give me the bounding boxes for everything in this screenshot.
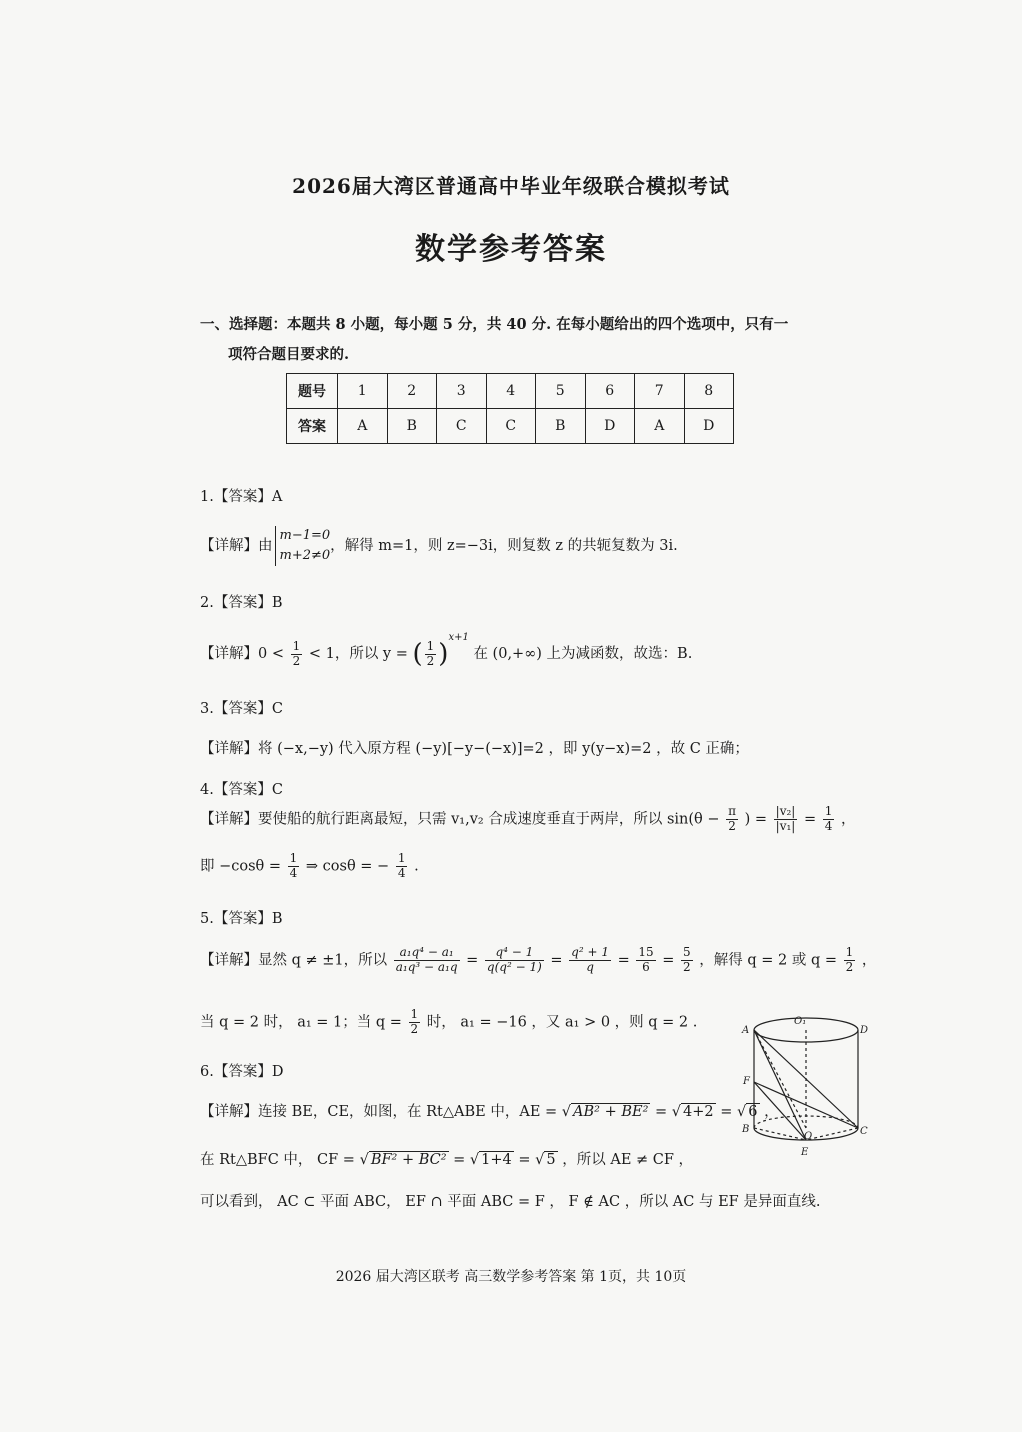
fraction-denominator: 2: [292, 653, 301, 668]
q6-explanation-line2: 在 Rt△BFC 中， CF = √ BF² + BC² = √ 1+4 = √ 5 ，所以 AE ≠ CF ，: [200, 1152, 694, 1168]
q2-text-c: 在 (0,+∞) 上为减函数，故选：B.: [473, 646, 693, 662]
q6-sqrt5: 1+4: [481, 1152, 512, 1168]
q3-answer-heading: 3.【答案】C: [200, 701, 283, 717]
fraction-numerator: 1: [397, 851, 406, 865]
fraction-denominator: 2: [845, 959, 854, 974]
q5-fraction5: [681, 946, 693, 975]
q6-explanation-line3: 可以看到， AC ⊂ 平面 ABC， EF ∩ 平面 ABC = F ， F ∉ AC ，所以 AC 与 EF 是异面直线.: [200, 1194, 821, 1210]
q2-fraction-half: [291, 640, 303, 669]
q4-text-b: ) =: [744, 811, 768, 828]
fraction-denominator: 6: [642, 959, 650, 974]
fraction-numerator: q⁴ − 1: [485, 946, 544, 961]
q5-equals: =: [617, 952, 630, 969]
q4-fraction-pi: [726, 805, 738, 834]
table-cell: 1: [338, 374, 388, 409]
table-cell: B: [387, 409, 437, 444]
q6-sqrt2: 4+2: [683, 1104, 714, 1120]
q5-fraction1: [394, 946, 460, 975]
fraction-numerator: 5: [683, 945, 691, 959]
q5-line2-a: 当 q = 2 时， a₁ = 1；当 q =: [200, 1014, 402, 1031]
table-cell: A: [338, 409, 388, 444]
q6-answer-heading: 6.【答案】D: [200, 1064, 284, 1080]
table-header-answer: 答案: [287, 409, 338, 444]
q6-sqrt3: 6: [748, 1104, 758, 1120]
fraction-denominator: 2: [410, 1021, 419, 1036]
fraction-numerator: 1: [845, 945, 854, 959]
q2-answer-heading: 2.【答案】B: [200, 595, 283, 611]
q3-explanation: 【详解】将 (−x,−y) 代入原方程 (−y)[−y−(−x)]=2 ，即 y(y−x)=2 ，故 C 正确；: [200, 741, 749, 757]
table-cell: 4: [486, 374, 536, 409]
fraction-denominator: a₁q³ − a₁q: [395, 959, 458, 974]
label-o: O: [804, 1131, 813, 1142]
fraction-denominator: 4: [289, 865, 298, 880]
fraction-numerator: a₁q⁴ − a₁: [394, 946, 460, 961]
q5-answer-heading: 5.【答案】B: [200, 911, 283, 927]
q4-answer-heading: 4.【答案】C: [200, 782, 283, 798]
q6-line2-b: =: [453, 1152, 466, 1168]
q5-equals: =: [466, 952, 479, 969]
table-cell: 7: [635, 374, 685, 409]
section-intro-line1: 一、选择题：本题共 8 小题，每小题 5 分，共 40 分. 在每小题给出的四个选项中，只有一: [200, 316, 789, 333]
q5-fraction6: [844, 946, 856, 975]
q5-fraction3: [569, 946, 611, 975]
q4-line2-c: .: [414, 858, 419, 875]
q4-explanation-line2: [200, 852, 419, 881]
q6-line1-b: =: [655, 1104, 668, 1120]
label-b: B: [742, 1124, 750, 1135]
q5-explanation-line2: [200, 1008, 697, 1037]
fraction-numerator: 1: [824, 804, 833, 818]
table-cell: 2: [387, 374, 437, 409]
q4-line2-b: ⇒ cosθ = −: [305, 858, 390, 875]
q2-text-a: 【详解】0 <: [200, 646, 284, 662]
fraction-denominator: q: [586, 959, 594, 974]
q1-eq2: m+2≠0: [279, 548, 331, 564]
table-cell: 8: [684, 374, 734, 409]
fraction-numerator: 1: [410, 1007, 419, 1021]
fraction-denominator: |v₁|: [775, 818, 796, 833]
label-d: D: [860, 1025, 869, 1036]
label-c: C: [860, 1126, 868, 1137]
q5-equals: =: [662, 952, 675, 969]
q5-fraction4: [636, 946, 655, 975]
table-cell: 3: [437, 374, 487, 409]
q4-text-a: 【详解】要使船的航行距离最短，只需 v₁,v₂ 合成速度垂直于两岸，所以 sin(θ −: [200, 811, 720, 828]
q5-line2-fraction: [409, 1008, 421, 1037]
table-row-numbers: [287, 374, 734, 409]
q6-line1-d: ，: [764, 1104, 779, 1120]
fraction-denominator: 2: [728, 818, 736, 833]
q6-sqrt6: 5: [546, 1152, 556, 1168]
q2-explanation: 【详解】0 < $\frac{1}{2}$ < 1，所以 y = ( $\frac{1}{2}$ )$^{x+1}$ 在 (0,+∞) 上为减函数，故选：B.: [200, 632, 693, 669]
q5-text-c: ，: [861, 952, 877, 969]
q1-prefix: 【详解】由: [200, 538, 273, 555]
label-f: F: [743, 1076, 750, 1087]
table-cell: B: [536, 409, 586, 444]
fraction-numerator: 1: [292, 638, 301, 653]
q4-text-d: ，: [840, 811, 856, 828]
q1-rest: ，解得 m=1，则 z=−3i，则复数 z 的共轭复数为 3i.: [330, 538, 678, 555]
q6-sqrt1: AB² + BE²: [573, 1104, 649, 1120]
fraction-numerator: 15: [638, 945, 654, 959]
q5-fraction2: [485, 946, 544, 975]
label-a: A: [742, 1025, 750, 1036]
fraction-denominator: 4: [397, 865, 406, 880]
q6-line2-a: 在 Rt△BFC 中， CF =: [200, 1152, 355, 1168]
table-cell: 5: [536, 374, 586, 409]
q4-fraction-v: [774, 805, 798, 834]
fraction-numerator: |v₂|: [775, 804, 796, 818]
fraction-numerator: q² + 1: [571, 945, 609, 959]
table-cell: D: [585, 409, 635, 444]
label-o1: O₁: [794, 1016, 807, 1027]
fraction-denominator: 4: [824, 818, 833, 833]
q2-exponent: x+1: [448, 632, 469, 643]
table-header-number: 题号: [287, 374, 338, 409]
table-row-answers: [287, 409, 734, 444]
q6-explanation-line1: 【详解】连接 BE，CE，如图，在 Rt△ABE 中，AE = √ AB² + BE² = √ 4+2 = √ 6 ，: [200, 1104, 779, 1120]
exam-title: 2026届大湾区普通高中毕业年级联合模拟考试: [292, 174, 730, 198]
label-e: E: [801, 1147, 809, 1158]
q5-text-a: 【详解】显然 q ≠ ±1，所以: [200, 952, 388, 969]
q4-line2-a: 即 −cosθ =: [200, 858, 282, 875]
fraction-denominator: q(q² − 1): [486, 959, 542, 974]
q4-explanation-line1: [200, 805, 855, 834]
fraction-numerator: π: [728, 804, 737, 818]
fraction-denominator: 2: [683, 959, 691, 974]
answer-table: [286, 373, 734, 444]
q6-sqrt4: BF² + BC²: [370, 1152, 447, 1168]
q1-answer-heading: 1.【答案】A: [200, 489, 283, 505]
q6-line1-a: 【详解】连接 BE，CE，如图，在 Rt△ABE 中，AE =: [200, 1104, 558, 1120]
table-cell: C: [437, 409, 487, 444]
table-cell: 6: [585, 374, 635, 409]
q4-line2-fraction2: [396, 852, 408, 881]
table-cell: D: [684, 409, 734, 444]
q1-explanation: [200, 526, 678, 566]
document-subtitle: 数学参考答案: [415, 232, 607, 267]
q6-line1-c: =: [720, 1104, 733, 1120]
q5-equals: =: [550, 952, 563, 969]
q5-line2-b: 时， a₁ = −16 ，又 a₁ > 0 ，则 q = 2 .: [426, 1014, 698, 1031]
q6-line2-c: =: [518, 1152, 531, 1168]
page-footer: 2026 届大湾区联考 高三数学参考答案 第 1页，共 10页: [335, 1269, 687, 1285]
q2-text-b: < 1，所以 y =: [308, 646, 408, 662]
q4-text-c: =: [803, 811, 817, 828]
cylinder-figure: [736, 1010, 876, 1166]
table-cell: A: [635, 409, 685, 444]
q5-explanation-line1: [200, 946, 876, 975]
q5-text-b: ，解得 q = 2 或 q =: [699, 952, 837, 969]
q1-eq1: m−1=0: [279, 528, 331, 543]
q4-fraction-quarter: [823, 805, 835, 834]
table-cell: C: [486, 409, 536, 444]
section-intro-line2: 项符合题目要求的.: [228, 346, 350, 363]
q6-line2-d: ，所以 AE ≠ CF ，: [562, 1152, 694, 1168]
q4-line2-fraction1: [288, 852, 300, 881]
fraction-numerator: 1: [426, 638, 435, 653]
fraction-numerator: 1: [289, 851, 298, 865]
q2-fraction-base: [425, 640, 437, 669]
fraction-denominator: 2: [426, 653, 435, 668]
q1-equation-system: [275, 526, 331, 566]
